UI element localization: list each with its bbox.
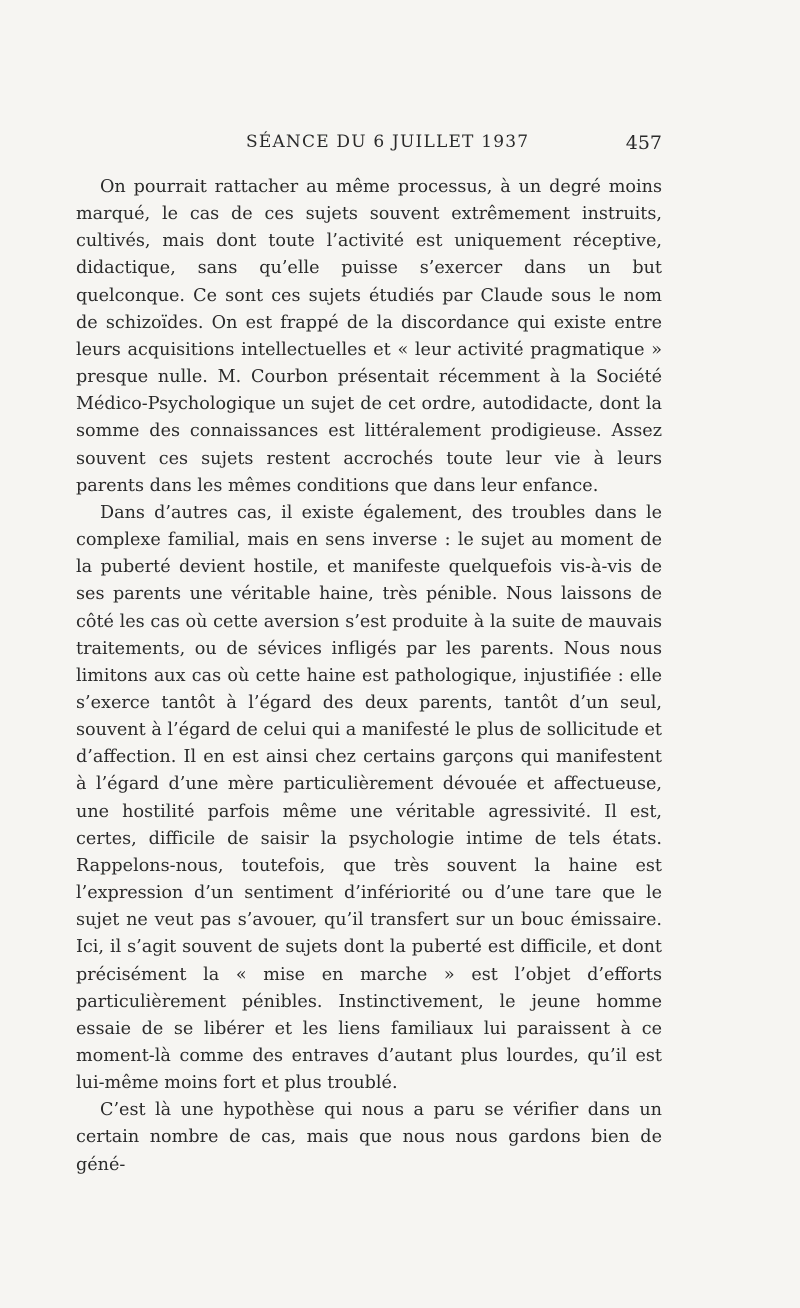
page-header (76, 132, 662, 158)
paragraph: Dans d’autres cas, il existe également, des troubles dans le complexe familial, mais en sens inverse : le sujet au moment de la puberté devient hostile, et manifeste quelquefois vis-à-vis de ses parents une véritable haine, très pénible. Nous laissons de côté les cas où cette aversion s’est produite à la suite de mauvais traitements, ou de sévices infligés par les parents. Nous nous limitons aux cas où cette haine est pathologique, injustifiée : elle s’exerce tantôt à l’égard des deux parents, tantôt d’un seul, souvent à l’égard de celui qui a manifesté le plus de sollicitude et d’affection. Il en est ainsi chez certains garçons qui manifestent à l’égard d’une mère particulièrement dévouée et affectueuse, une hostilité parfois même une véritable agressivité. Il est, certes, difficile de saisir la psychologie intime de tels états. Rappelons-nous, toutefois, que très souvent la haine est l’expression d’un sentiment d’infériorité ou d’une tare que le sujet ne veut pas s’avouer, qu’il transfert sur un bouc émissaire. Ici, il s’agit souvent de sujets dont la puberté est difficile, et dont précisément la « mise en marche » est l’objet d’efforts particulièrement pénibles. Instinctivement, le jeune homme essaie de se libérer et les liens familiaux lui paraissent à ce moment-là comme des entraves d’autant plus lourdes, qu’il est lui-même moins fort et plus troublé. (76, 502, 662, 1094)
paragraph: On pourrait rattacher au même processus, à un degré moins marqué, le cas de ces sujets souvent extrêmement instruits, cultivés, mais dont toute l’activité est uniquement réceptive, didactique, sans qu’elle puisse s’exercer dans un but quelconque. Ce sont ces sujets étudiés par Claude sous le nom de schizoïdes. On est frappé de la discordance qui existe entre leurs acquisitions intellectuelles et « leur activité pragmatique » presque nulle. M. Courbon présentait récemment à la Société Médico-Psychologique un sujet de cet ordre, autodidacte, dont la somme des connaissances est littéralement prodigieuse. Assez souvent ces sujets restent accrochés toute leur vie à leurs parents dans les mêmes conditions que dans leur enfance. (76, 177, 662, 496)
page-number: 457 (625, 132, 662, 154)
page-body (76, 174, 662, 1179)
paragraph: C’est là une hypothèse qui nous a paru se vérifier dans un certain nombre de cas, mais que nous nous gardons bien de géné- (76, 1100, 662, 1175)
running-head: SÉANCE DU 6 JUILLET 1937 (246, 132, 530, 152)
